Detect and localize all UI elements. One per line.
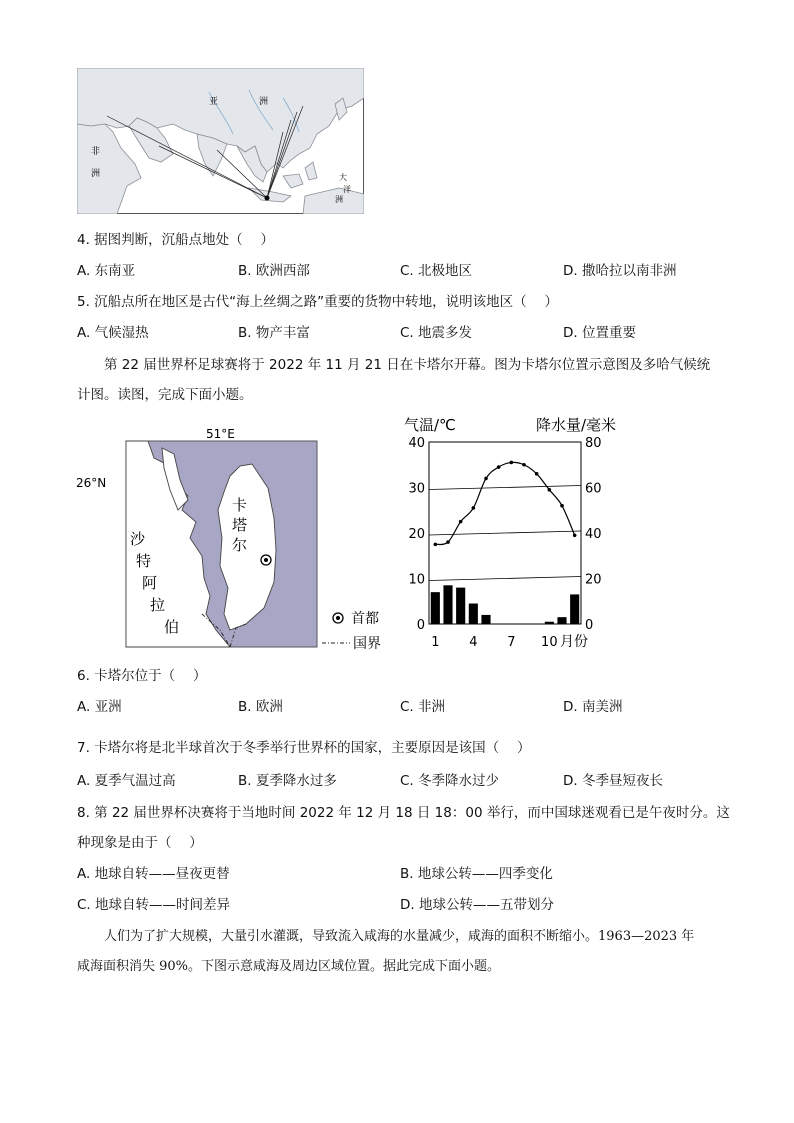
temperature-point <box>573 533 577 537</box>
right-axis-title: 降水量/毫米 <box>536 416 617 434</box>
question-6-option-c[interactable]: C. 非洲 <box>400 699 446 715</box>
right-tick-label: 0 <box>585 618 594 633</box>
qatar-location-map <box>70 418 400 658</box>
question-8-option-d[interactable]: D. 地球公转——五带划分 <box>400 897 554 913</box>
precipitation-bar <box>570 594 579 624</box>
saudi-label-5: 伯 <box>164 618 180 636</box>
right-tick-label: 60 <box>585 481 602 497</box>
intro-aral-line-1: 人们为了扩大规模，大量引水灌溉，导致流入咸海的水量减少，咸海的面积不断缩小。1963—2023 年 <box>104 929 695 944</box>
temperature-point <box>497 465 501 469</box>
question-7-option-b[interactable]: B. 夏季降水过多 <box>238 773 337 789</box>
x-tick-label: 1 <box>431 635 440 650</box>
question-8-option-a[interactable]: A. 地球自转——昼夜更替 <box>77 866 230 882</box>
question-6-stem: 6. 卡塔尔位于（ ） <box>77 668 207 684</box>
temperature-point <box>560 504 564 508</box>
question-5-stem: 5. 沉船点所在地区是古代“海上丝绸之路”重要的货物中转地，说明该地区（ ） <box>77 294 558 310</box>
question-4-option-a[interactable]: A. 东南亚 <box>77 263 136 279</box>
qatar-label-2: 塔 <box>232 516 248 534</box>
precipitation-bar <box>443 585 452 624</box>
question-7-option-a[interactable]: A. 夏季气温过高 <box>77 773 176 789</box>
saudi-label-4: 拉 <box>150 596 166 614</box>
legend-border-label: 国界 <box>353 636 381 652</box>
x-tick-label: 10 <box>541 635 558 650</box>
intro-aral-line-2: 咸海面积消失 90%。下图示意咸海及周边区域位置。据此完成下面小题。 <box>77 959 501 974</box>
temperature-point <box>535 472 539 476</box>
question-5-option-a[interactable]: A. 气候湿热 <box>77 325 149 341</box>
temperature-point <box>446 540 450 544</box>
temperature-point <box>434 543 438 547</box>
question-4-option-d[interactable]: D. 撒哈拉以南非洲 <box>563 263 677 279</box>
temperature-point <box>459 520 463 524</box>
temperature-point <box>522 463 526 467</box>
precipitation-bar <box>557 617 566 624</box>
right-tick-label: 40 <box>585 527 602 542</box>
left-tick-label: 30 <box>408 481 425 497</box>
question-4-option-b[interactable]: B. 欧洲西部 <box>238 263 310 279</box>
qatar-label-1: 卡 <box>232 496 248 514</box>
precipitation-bar <box>431 592 440 624</box>
question-7-option-d[interactable]: D. 冬季昼短夜长 <box>563 773 663 789</box>
label-asia-1: 亚 <box>209 97 219 107</box>
right-tick-label: 20 <box>585 572 602 588</box>
question-5-option-b[interactable]: B. 物产丰富 <box>238 325 310 341</box>
right-tick-label: 80 <box>585 436 602 451</box>
question-6-option-d[interactable]: D. 南美洲 <box>563 699 623 715</box>
question-4-option-c[interactable]: C. 北极地区 <box>400 263 473 279</box>
left-tick-label: 20 <box>408 527 425 542</box>
question-8-stem-line-2: 种现象是由于（ ） <box>77 835 203 851</box>
precipitation-bar <box>456 588 465 624</box>
question-7-option-c[interactable]: C. 冬季降水过少 <box>400 773 500 789</box>
saudi-label-1: 沙 <box>130 530 146 548</box>
left-axis-ticks <box>408 436 425 633</box>
saudi-label-2: 特 <box>136 552 152 570</box>
question-6-option-b[interactable]: B. 欧洲 <box>238 699 283 715</box>
saudi-label-3: 阿 <box>142 574 158 592</box>
label-ocean-1: 大 <box>339 173 347 182</box>
left-tick-label: 40 <box>408 436 425 451</box>
x-axis-unit: 月份 <box>560 634 588 650</box>
question-8-stem-line-1: 8. 第 22 届世界杯决赛将于当地时间 2022 年 12 月 18 日 18：00 举行，而中国球迷观看已是午夜时分。这 <box>77 805 730 821</box>
question-6-option-a[interactable]: A. 亚洲 <box>77 699 122 715</box>
question-4-stem: 4. 据图判断，沉船点地处（ ） <box>77 232 274 248</box>
question-5-option-d[interactable]: D. 位置重要 <box>563 325 636 341</box>
temperature-point <box>548 488 552 492</box>
legend-capital-label: 首都 <box>351 611 379 627</box>
left-tick-label: 10 <box>408 572 425 588</box>
question-7-stem: 7. 卡塔尔将是北半球首次于冬季举行世界杯的国家，主要原因是该国（ ） <box>77 740 531 756</box>
longitude-label: 51°E <box>206 427 235 441</box>
precipitation-bar <box>469 604 478 624</box>
intro-qatar-line-1: 第 22 届世界杯足球赛将于 2022 年 11 月 21 日在卡塔尔开幕。图为卡塔尔位置示意图及多哈气候统 <box>104 357 711 373</box>
left-axis-title: 气温/℃ <box>404 416 456 434</box>
shipwreck-point <box>265 196 270 201</box>
temperature-point <box>472 506 476 510</box>
left-tick-label: 0 <box>416 618 425 633</box>
shipwreck-location-map <box>77 68 364 214</box>
label-asia-2: 洲 <box>259 97 269 107</box>
intro-qatar-line-2: 计图。读图，完成下面小题。 <box>77 387 253 403</box>
precipitation-bar <box>481 615 490 624</box>
question-8-option-c[interactable]: C. 地球自转——时间差异 <box>77 897 231 913</box>
label-ocean-2: 洋 <box>343 185 351 194</box>
right-axis-ticks <box>585 436 602 633</box>
latitude-label: 26°N <box>76 476 107 490</box>
label-africa-2: 洲 <box>91 169 101 179</box>
temperature-point <box>484 477 488 481</box>
label-africa-1: 非 <box>91 147 101 157</box>
x-axis-ticks <box>431 635 557 650</box>
doha-climate-chart <box>398 410 628 655</box>
x-tick-label: 4 <box>469 635 478 650</box>
temperature-point <box>510 461 514 465</box>
qatar-label-3: 尔 <box>232 536 248 554</box>
x-tick-label: 7 <box>507 635 516 650</box>
precipitation-bar <box>545 622 554 624</box>
label-ocean-3: 洲 <box>335 195 343 204</box>
question-5-option-c[interactable]: C. 地震多发 <box>400 325 473 341</box>
question-8-option-b[interactable]: B. 地球公转——四季变化 <box>400 866 553 882</box>
